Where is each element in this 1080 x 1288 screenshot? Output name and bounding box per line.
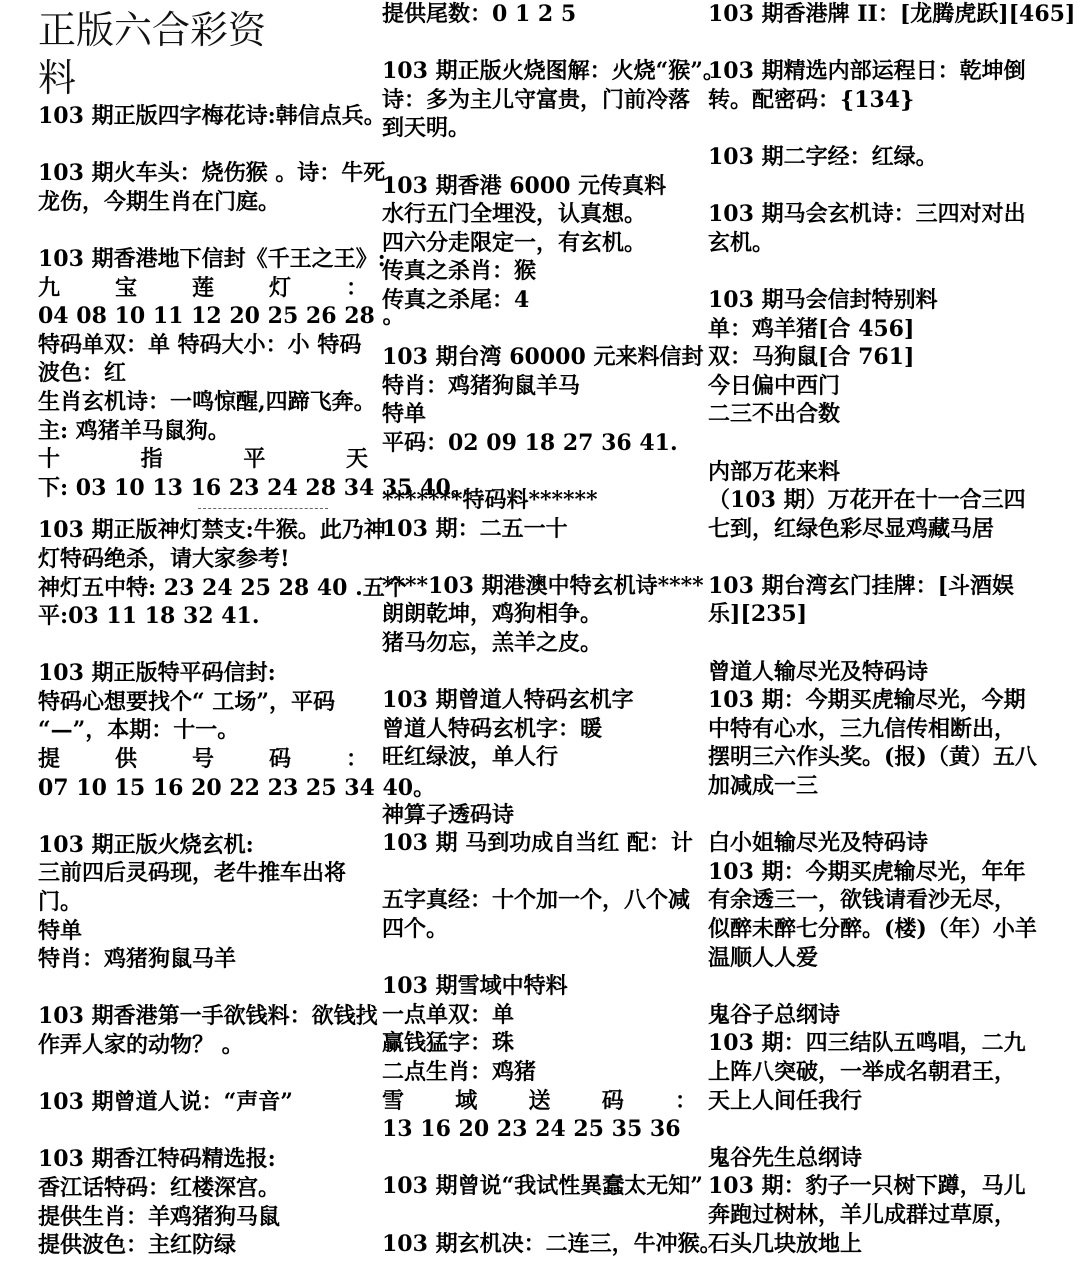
justified-char: 号 xyxy=(191,746,214,773)
text-block xyxy=(708,1001,1028,1115)
text-block xyxy=(382,1172,703,1201)
text-line: 103 期：今期买虎输尽光，年年 xyxy=(708,858,1026,885)
text-line: 103 期香港牌 II：[龙腾虎跃][465] xyxy=(708,1,1076,27)
text-line: 温顺人人爱 xyxy=(708,944,819,971)
text-block xyxy=(382,972,697,1144)
text-line: 103 期台湾 60000 元来料信封 xyxy=(382,344,704,371)
text-line: 二点生肖：鸡猪 xyxy=(382,1058,537,1085)
dashed-separator xyxy=(38,502,368,516)
text-line: 103 期香港 6000 元传真料 xyxy=(382,172,667,199)
justified-char: 码 xyxy=(601,1087,624,1114)
text-line: 诗：多为主儿守富贵，门前冷落 xyxy=(382,86,691,113)
text-line: 上阵八突破，一举成名朝君王， xyxy=(708,1058,1017,1085)
text-line: 103 期马会玄机诗：三四对对出 xyxy=(708,201,1026,228)
text-line: 神算子透码诗 xyxy=(382,801,515,828)
text-line: 103 期曾说“我试性異蠢太无知” xyxy=(382,1173,703,1200)
text-line: 摆明三六作头奖。(报)（黄）五八 xyxy=(708,744,1037,771)
text-line: 单：鸡羊猪[合 456] xyxy=(708,315,915,342)
text-block xyxy=(708,0,1076,29)
text-block xyxy=(708,200,1028,257)
justified-char: ： xyxy=(345,274,368,301)
text-line: 103 期台湾玄门挂牌：[斗酒娱 xyxy=(708,572,1014,599)
text-line: （103 期）万花开在十一合三四 xyxy=(708,487,1026,514)
title-line-2: 料 xyxy=(38,56,77,100)
text-line: 103 期 马到功成自当红 配：计 xyxy=(382,830,693,857)
text-block xyxy=(708,572,1028,629)
text-line: 玄机。 xyxy=(708,229,775,256)
justified-char: ： xyxy=(674,1087,697,1114)
text-line: 特码心想要找个“ 工场”，平码 xyxy=(38,688,335,715)
text-line: ****103 期港澳中特玄机诗**** xyxy=(382,572,704,599)
text-line: 04 08 10 11 12 20 25 26 28 。 xyxy=(38,303,405,330)
text-line: 103 期：豹子一只树下蹲，马儿 xyxy=(708,1173,1026,1200)
title-line-1: 正版六合彩资 xyxy=(38,8,267,52)
justified-char: 平 xyxy=(243,446,266,473)
text-block xyxy=(38,102,386,131)
text-line: 特码单双：单 特码大小：小 特码 xyxy=(38,331,362,358)
justified-char: 天 xyxy=(345,446,368,473)
text-line: 103 期：二五一十 xyxy=(382,515,568,542)
text-line: 103 期精选内部运程日：乾坤倒 xyxy=(708,58,1026,85)
text-line: 水行五门全埋没，认真想。 xyxy=(382,201,647,228)
text-line: 103 期曾道人说：“声音” xyxy=(38,1089,293,1116)
text-line: 特单 xyxy=(382,401,427,428)
justified-line xyxy=(38,274,368,303)
text-line: 门。 xyxy=(38,889,83,916)
text-line: 灯特码绝杀，请大家参考! xyxy=(38,545,290,572)
text-line: 103 期：今期买虎输尽光，今期 xyxy=(708,687,1026,714)
justified-char: 莲 xyxy=(191,274,214,301)
text-line: “—”，本期：十一。 xyxy=(38,717,240,744)
justified-char: 指 xyxy=(140,446,163,473)
text-line: 103 期火车头：烧伤猴 。诗：牛死 xyxy=(38,160,386,187)
text-line: 103 期玄机决：二连三，牛冲猴。 xyxy=(382,1230,722,1257)
text-line: 103 期正版神灯禁支:牛猴。此乃神 xyxy=(38,517,386,544)
text-line: 猪马勿忘，羔羊之皮。 xyxy=(382,630,603,657)
text-line: 奔跑过树林，羊儿成群过草原， xyxy=(708,1201,1017,1228)
text-line: 今日偏中西门 xyxy=(708,372,841,399)
text-line: 特肖：鸡猪狗鼠羊马 xyxy=(382,372,581,399)
text-line: 鬼谷子总纲诗 xyxy=(708,1001,841,1028)
text-block xyxy=(708,286,1028,429)
justified-char: 灯 xyxy=(268,274,291,301)
text-line: 一点单双：单 xyxy=(382,1001,515,1028)
text-line: 103 期正版特平码信封: xyxy=(38,660,276,687)
column-right xyxy=(708,0,1076,1287)
text-line: 香江话特码：红楼深宫。 xyxy=(38,1174,281,1201)
text-line: 103 期香港地下信封《千王之王》: xyxy=(38,245,386,272)
text-line: 中特有心水，三九信传相断出， xyxy=(708,715,1017,742)
text-line: 提供尾数：0 1 2 5 xyxy=(382,1,577,27)
text-block xyxy=(38,1088,368,1117)
text-line: 特肖：鸡猪狗鼠马羊 xyxy=(38,946,237,973)
text-block xyxy=(38,659,436,802)
text-line: 二三不出合数 xyxy=(708,401,841,428)
justified-char: 码 xyxy=(268,746,291,773)
text-line: 曾道人特码玄机字：暖 xyxy=(382,715,603,742)
text-block xyxy=(382,686,697,772)
text-line: 乐][235] xyxy=(708,601,808,628)
text-block xyxy=(708,57,1028,114)
text-line: 提供波色：主红防绿 xyxy=(38,1232,237,1259)
justified-char: ： xyxy=(345,746,368,773)
justified-char: 供 xyxy=(114,746,137,773)
text-block xyxy=(38,1002,378,1059)
text-block xyxy=(38,831,368,974)
text-line: 内部万花来料 xyxy=(708,458,841,485)
text-line: 旺红绿波，单人行 xyxy=(382,744,559,771)
text-block xyxy=(382,486,697,543)
text-line: 103 期雪域中特料 xyxy=(382,973,568,1000)
text-block xyxy=(382,801,697,944)
text-line: 鬼谷先生总纲诗 xyxy=(708,1144,863,1171)
text-line: 赢钱猛字：珠 xyxy=(382,1030,515,1057)
text-line: 波色：红 xyxy=(38,360,127,387)
text-block xyxy=(382,0,697,29)
text-line: 五字真经：十个加一个，八个减 xyxy=(382,887,691,914)
text-line: 作弄人家的动物？ 。 xyxy=(38,1032,244,1058)
text-line: 神灯五中特: 23 24 25 28 40 .五个 xyxy=(38,574,407,601)
justified-line xyxy=(382,1087,697,1116)
text-block xyxy=(382,57,725,143)
justified-char: 送 xyxy=(528,1087,551,1114)
text-block xyxy=(708,143,1028,172)
text-line: 似醉未醉七分醉。(楼)（年）小羊 xyxy=(708,916,1037,942)
text-line: 转。配密码：{134} xyxy=(708,86,915,113)
text-line: 传真之杀肖：猴 xyxy=(382,258,537,285)
text-line xyxy=(382,858,697,887)
text-line: 生肖玄机诗：一鸣惊醒,四蹄飞奔。 xyxy=(38,388,376,415)
text-line: 提供生肖：羊鸡猪狗马鼠 xyxy=(38,1203,281,1230)
justified-line xyxy=(38,445,368,474)
text-line: 07 10 15 16 20 22 23 25 34 40。 xyxy=(38,774,436,801)
text-line: 平码：02 09 18 27 36 41. xyxy=(382,429,678,456)
text-block xyxy=(708,1144,1028,1258)
text-line: 三前四后灵码现，老牛推车出将 xyxy=(38,860,347,887)
text-line: 有余透三一，欲钱请看沙无尽， xyxy=(708,887,1017,914)
text-line: 传真之杀尾：4 xyxy=(382,286,530,313)
justified-line xyxy=(38,745,368,774)
text-line: 103 期香江特码精选报: xyxy=(38,1146,276,1173)
text-line: 主: 鸡猪羊马鼠狗。 xyxy=(38,417,230,444)
justified-char: 雪 xyxy=(382,1087,405,1114)
text-line: 加减成一三 xyxy=(708,773,819,800)
text-block xyxy=(38,516,407,630)
text-line: 103 期正版火烧玄机: xyxy=(38,831,254,858)
page-title xyxy=(38,6,368,102)
text-line: 双：马狗鼠[合 761] xyxy=(708,344,915,371)
text-line: 平:03 11 18 32 41. xyxy=(38,603,260,630)
text-block xyxy=(708,458,1028,544)
text-line: 到天明。 xyxy=(382,115,471,142)
justified-char: 提 xyxy=(38,746,61,773)
text-line: *******特码料****** xyxy=(382,487,598,514)
text-block xyxy=(382,1230,722,1259)
text-line: 曾道人输尽光及特码诗 xyxy=(708,658,929,685)
text-block xyxy=(38,159,386,216)
text-line: 特单 xyxy=(38,917,83,944)
text-line: 朗朗乾坤，鸡狗相争。 xyxy=(382,601,603,628)
text-line: 103 期正版火烧图解：火烧“猴”。 xyxy=(382,58,725,85)
text-line: 七到，红绿色彩尽显鸡藏马居 xyxy=(708,515,995,542)
justified-char: 宝 xyxy=(114,274,137,301)
text-line: 石头几块放地上 xyxy=(708,1230,863,1257)
text-line: 103 期香港第一手欲钱料：欲钱找 xyxy=(38,1003,378,1030)
text-block xyxy=(382,572,704,658)
text-line: 103 期曾道人特码玄机字 xyxy=(382,687,634,714)
text-line: 白小姐输尽光及特码诗 xyxy=(708,830,929,857)
text-line: 103 期马会信封特别料 xyxy=(708,286,938,313)
justified-char: 九 xyxy=(38,274,61,301)
text-block xyxy=(382,172,697,315)
text-line: 四个。 xyxy=(382,916,449,942)
text-line: 四六分走限定一，有玄机。 xyxy=(382,229,647,256)
text-line: 103 期二字经：红绿。 xyxy=(708,143,938,170)
text-block xyxy=(38,1145,368,1259)
justified-char: 域 xyxy=(455,1087,478,1114)
text-block xyxy=(708,658,1037,801)
text-line: 下: 03 10 13 16 23 24 28 34 35 40。 xyxy=(38,474,473,501)
text-line: 天上人间任我行 xyxy=(708,1087,863,1114)
text-line: 103 期正版四字梅花诗:韩信点兵。 xyxy=(38,103,386,129)
column-middle xyxy=(382,0,725,1287)
text-line: 13 16 20 23 24 25 35 36 xyxy=(382,1116,681,1143)
text-block xyxy=(708,829,1037,972)
text-block xyxy=(382,343,704,457)
justified-char: 十 xyxy=(38,446,61,473)
text-line: 龙伤，今期生肖在门庭。 xyxy=(38,188,281,215)
text-line: 103 期：四三结队五鸣唱，二九 xyxy=(708,1030,1026,1057)
